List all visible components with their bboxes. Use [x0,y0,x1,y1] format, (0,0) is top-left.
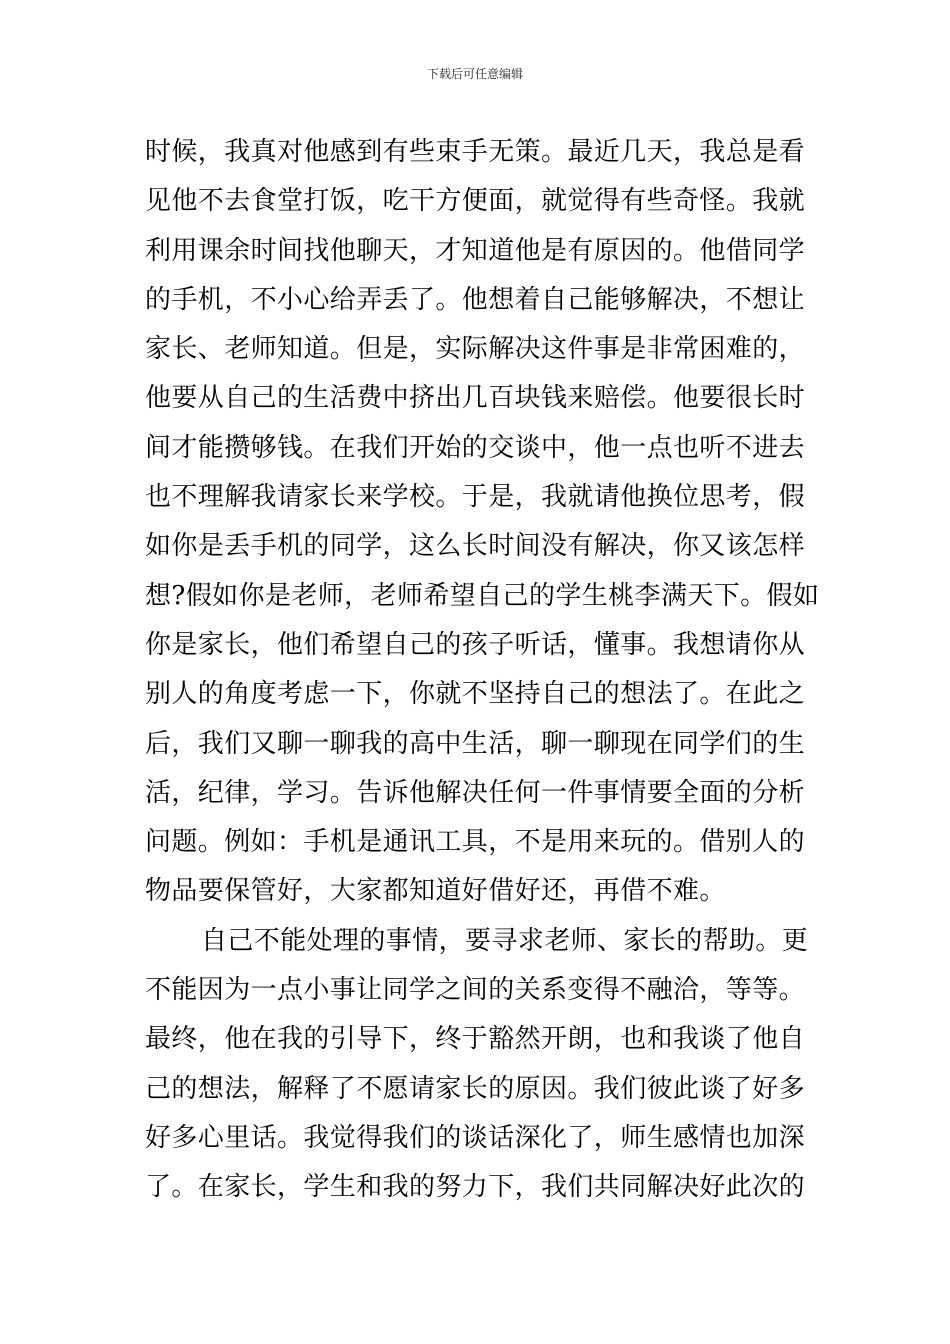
paragraph-1 [145,128,820,917]
text-line: 如你是丢手机的同学，这么长时间没有解决，你又该怎样 [145,531,806,562]
text-line: 后，我们又聊一聊我的高中生活，聊一聊现在同学们的生 [145,728,806,759]
paragraph-2 [145,917,810,1213]
text-line: 你是家长，他们希望自己的孩子听话，懂事。我想请你从 [145,629,806,660]
text-line: 最终，他在我的引导下，终于豁然开朗，也和我谈了他自 [145,1024,806,1055]
text-line: 见他不去食堂打饭，吃干方便面，就觉得有些奇怪。我就 [145,186,806,217]
text-line: 不能因为一点小事让同学之间的关系变得不融洽，等等。 [145,975,806,1006]
text-line: 物品要保管好，大家都知道好借好还，再借不难。 [145,876,726,907]
page-header-note: 下载后可任意编辑 [426,67,523,81]
document-body [145,128,820,1213]
text-line: 自己不能处理的事情，要寻求老师、家长的帮助。更 [201,925,809,956]
text-line: 己的想法，解释了不愿请家长的原因。我们彼此谈了好多 [145,1073,806,1104]
text-line: 他要从自己的生活费中挤出几百块钱来赔偿。他要很长时 [145,383,806,414]
text-line: 间才能攒够钱。在我们开始的交谈中，他一点也听不进去 [145,432,806,463]
text-line: 活，纪律，学习。告诉他解决任何一件事情要全面的分析 [145,777,806,808]
text-line: 家长、老师知道。但是，实际解决这件事是非常困难的， [145,334,806,365]
text-line: 时候，我真对他感到有些束手无策。最近几天，我总是看 [145,137,806,167]
text-line: 的手机，不小心给弄丢了。他想着自己能够解决，不想让 [145,284,806,315]
text-line: 别人的角度考虑一下，你就不坚持自己的想法了。在此之 [145,679,806,710]
text-line: 问题。例如：手机是通讯工具，不是用来玩的。借别人的 [145,827,806,858]
text-line: 了。在家长，学生和我的努力下，我们共同解决好此次的 [145,1172,806,1203]
text-line: 也不理解我请家长来学校。于是，我就请他换位思考，假 [145,482,806,513]
text-line: 想?假如你是老师，老师希望自己的学生桃李满天下。假如 [145,580,820,611]
text-line: 利用课余时间找他聊天，才知道他是有原因的。他借同学 [145,235,806,266]
text-line: 好多心里话。我觉得我们的谈话深化了，师生感情也加深 [145,1122,806,1153]
